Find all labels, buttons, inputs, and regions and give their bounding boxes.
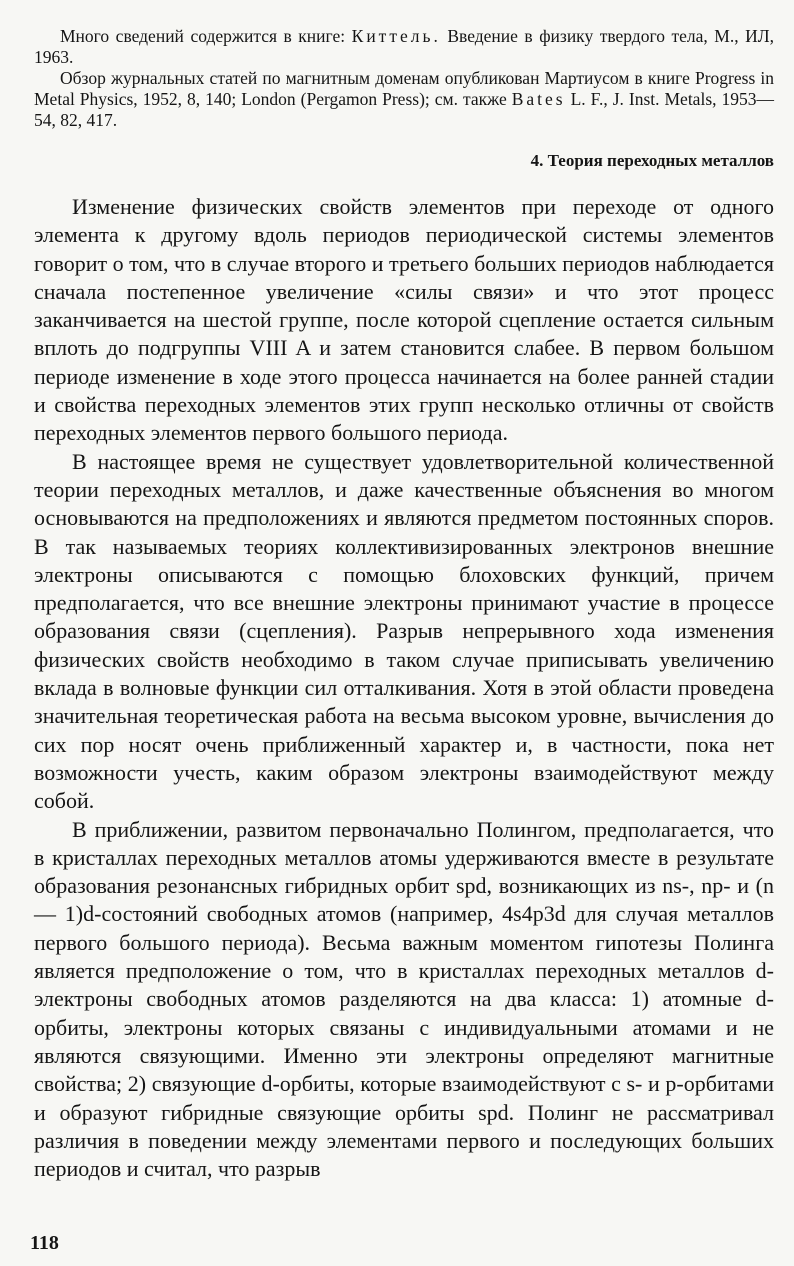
body-text — [34, 193, 774, 1183]
references — [34, 26, 774, 131]
reference-author: Bates — [511, 89, 566, 109]
paragraph: В настоящее время не существует удовлетворительной количественной теории переходных металлов, и даже качественные объяснения во многом основываются на предположениях и являются предметом постоянных споров. В так называемых теориях коллективизированных электронов внешние электроны описываются с помощью блоховских функций, причем предполагается, что все внешние электроны принимают участие в процессе образования связи (сцепления). Разрыв непрерывного хода изменения физических свойств необходимо в таком случае приписывать увеличению вклада в волновые функции сил отталкивания. Хотя в этой области проведена значительная теоретическая работа на весьма высоком уровне, вычисления до сих пор носят очень приближенный характер и, в частности, пока нет возможности учесть, каким образом электроны взаимодействуют между собой. — [34, 448, 774, 814]
paragraph: В приближении, развитом первоначально Полингом, предполагается, что в кристаллах переходных металлов атомы удерживаются вместе в результате образования резонансных гибридных орбит spd, возникающих из ns-, np- и (n — 1)d-состояний свободных атомов (например, 4s4p3d для случая металлов первого большого периода). Весьма важным моментом гипотезы Полинга является предположение о том, что в кристаллах переходных металлов d-электроны свободных атомов разделяются на два класса: 1) атомные d-орбиты, электроны которых связаны с индивидуальными атомами и не являются связующими. Именно эти электроны определяют магнитные свойства; 2) связующие d-орбиты, которые взаимодействуют с s- и p-орбитами и образуют гибридные связующие орбиты spd. Полинг не рассматривал различия в поведении между элементами первого и последующих больших периодов и считал, что разрыв — [34, 816, 774, 1182]
page-number: 118 — [30, 1232, 59, 1254]
reference-1: Много сведений содержится в книге: Киттель. Введение в физику твердого тела, М., ИЛ, 1963. — [34, 26, 774, 67]
section-heading: 4. Теория переходных металлов — [530, 151, 774, 170]
reference-author: Киттель. — [351, 26, 441, 46]
paragraph: Изменение физических свойств элементов при переходе от одного элемента к другому вдоль периодов периодической системы элементов говорит о том, что в случае второго и третьего больших периодов наблюдается сначала постепенное увеличение «силы связи» и что этот процесс заканчивается на шестой группе, после которой сцепление остается сильным вплоть до подгруппы VIII A и затем становится слабее. В первом большом периоде изменение в ходе этого процесса начинается на более ранней стадии и свойства переходных элементов этих групп несколько отличны от свойств переходных элементов первого большого периода. — [34, 194, 774, 446]
reference-2: Обзор журнальных статей по магнитным доменам опубликован Мартиусом в книге Progress in Metal Physics, 1952, 8, 140; London (Pergamon Press); см. также Bates L. F., J. Inst. Metals, 1953—54, 82, 417. — [34, 68, 774, 130]
page — [34, 26, 774, 1183]
